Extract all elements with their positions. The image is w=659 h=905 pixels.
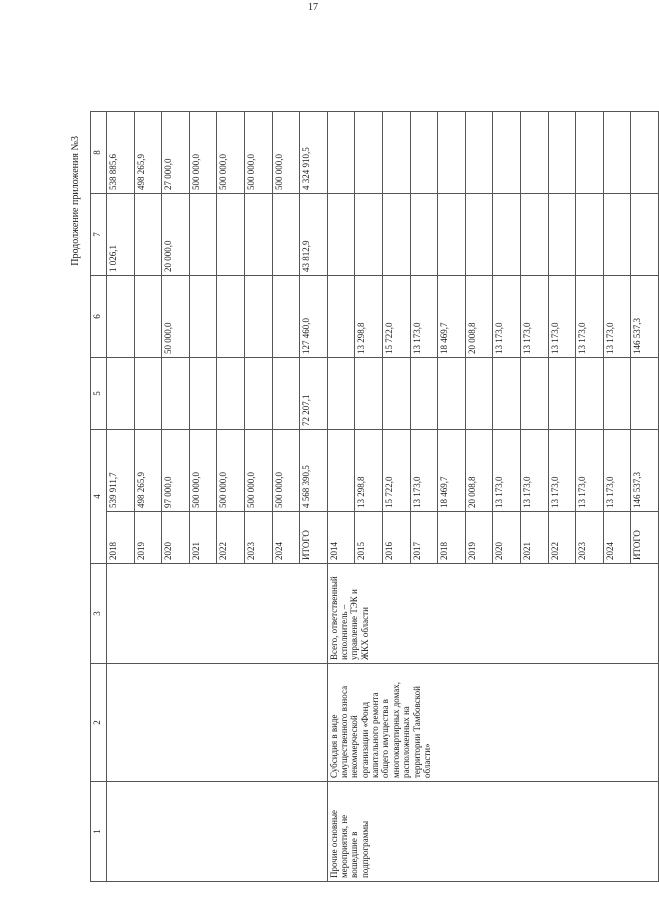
value-cell: 15 722,0 xyxy=(382,276,410,358)
value-cell: 500 000,0 xyxy=(217,430,245,512)
column-header: 3 xyxy=(91,564,107,664)
year-cell: 2018 xyxy=(107,512,135,564)
value-cell xyxy=(244,194,272,276)
value-cell xyxy=(603,194,631,276)
value-cell xyxy=(576,112,604,194)
value-cell xyxy=(465,194,493,276)
value-cell xyxy=(382,358,410,430)
value-cell: 500 000,0 xyxy=(189,112,217,194)
block-label-cell xyxy=(107,564,328,664)
value-cell xyxy=(189,358,217,430)
value-cell xyxy=(355,194,383,276)
value-cell xyxy=(631,358,659,430)
value-cell xyxy=(244,276,272,358)
value-cell xyxy=(438,194,466,276)
value-cell xyxy=(520,194,548,276)
value-cell: 50 000,0 xyxy=(162,276,190,358)
value-cell: 18 469,7 xyxy=(438,430,466,512)
value-cell: 500 000,0 xyxy=(189,430,217,512)
value-cell xyxy=(548,358,576,430)
value-cell: 13 173,0 xyxy=(410,276,438,358)
value-cell xyxy=(631,194,659,276)
value-cell xyxy=(327,194,355,276)
value-cell: 498 265,9 xyxy=(134,112,162,194)
value-cell: 13 173,0 xyxy=(603,276,631,358)
value-cell: 538 885,6 xyxy=(107,112,135,194)
year-cell: 2019 xyxy=(134,512,162,564)
value-cell xyxy=(189,276,217,358)
year-cell: 2023 xyxy=(244,512,272,564)
value-cell xyxy=(217,194,245,276)
value-cell: 20 000,0 xyxy=(162,194,190,276)
value-cell xyxy=(520,112,548,194)
column-header: 7 xyxy=(91,194,107,276)
value-cell xyxy=(438,112,466,194)
value-cell: 20 008,8 xyxy=(465,430,493,512)
value-cell: 13 173,0 xyxy=(576,430,604,512)
value-cell: 4 568 390,5 xyxy=(300,430,328,512)
value-cell xyxy=(548,194,576,276)
value-cell: 13 173,0 xyxy=(603,430,631,512)
value-cell: 13 173,0 xyxy=(576,276,604,358)
year-cell: 2015 xyxy=(355,512,383,564)
value-cell xyxy=(576,358,604,430)
rotated-table-sheet xyxy=(70,112,643,882)
value-cell xyxy=(576,194,604,276)
column-header: 1 xyxy=(91,782,107,882)
value-cell xyxy=(410,194,438,276)
value-cell xyxy=(493,112,521,194)
value-cell xyxy=(465,112,493,194)
value-cell: 500 000,0 xyxy=(244,112,272,194)
value-cell: 4 324 910,5 xyxy=(300,112,328,194)
continuation-label: Продолжение приложения №3 xyxy=(70,136,81,266)
column-header: 5 xyxy=(91,358,107,430)
year-cell: ИТОГО xyxy=(300,512,328,564)
value-cell xyxy=(438,358,466,430)
value-cell xyxy=(272,276,300,358)
block-label-cell: Прочие основные мероприятия, не вошедшие в подпрограммы xyxy=(327,782,658,882)
value-cell: 146 537,3 xyxy=(631,430,659,512)
value-cell: 13 173,0 xyxy=(548,276,576,358)
value-cell: 13 173,0 xyxy=(410,430,438,512)
value-cell: 127 460,0 xyxy=(300,276,328,358)
value-cell: 13 173,0 xyxy=(493,276,521,358)
value-cell xyxy=(134,276,162,358)
value-cell xyxy=(465,358,493,430)
year-cell: 2018 xyxy=(438,512,466,564)
value-cell xyxy=(217,358,245,430)
value-cell xyxy=(327,430,355,512)
value-cell: 97 000,0 xyxy=(162,430,190,512)
year-cell: 2016 xyxy=(382,512,410,564)
value-cell xyxy=(217,276,245,358)
value-cell xyxy=(355,358,383,430)
value-cell xyxy=(355,112,383,194)
year-cell: 2020 xyxy=(162,512,190,564)
year-cell: 2021 xyxy=(520,512,548,564)
block-label-cell xyxy=(107,664,328,782)
value-cell xyxy=(162,358,190,430)
block-label-cell xyxy=(107,782,328,882)
value-cell xyxy=(327,358,355,430)
block-label-cell: Всего, ответственный исполнитель – управление ТЭК и ЖКХ области xyxy=(327,564,658,664)
value-cell xyxy=(134,358,162,430)
table-row xyxy=(327,112,355,882)
value-cell: 146 537,3 xyxy=(631,276,659,358)
value-cell xyxy=(134,194,162,276)
value-cell: 500 000,0 xyxy=(217,112,245,194)
value-cell: 498 265,9 xyxy=(134,430,162,512)
value-cell: 18 469,7 xyxy=(438,276,466,358)
value-cell xyxy=(631,112,659,194)
value-cell: 13 173,0 xyxy=(493,430,521,512)
value-cell: 13 298,8 xyxy=(355,276,383,358)
column-number-row xyxy=(91,112,107,882)
value-cell: 13 173,0 xyxy=(520,430,548,512)
value-cell: 43 812,9 xyxy=(300,194,328,276)
year-cell: 2019 xyxy=(465,512,493,564)
column-header: 2 xyxy=(91,664,107,782)
value-cell: 500 000,0 xyxy=(272,430,300,512)
value-cell xyxy=(410,112,438,194)
value-cell: 13 298,8 xyxy=(355,430,383,512)
value-cell xyxy=(189,194,217,276)
year-cell: 2023 xyxy=(576,512,604,564)
budget-table xyxy=(90,111,659,882)
value-cell: 20 008,8 xyxy=(465,276,493,358)
year-cell: 2022 xyxy=(217,512,245,564)
column-header: 4 xyxy=(91,430,107,564)
block-label-cell: Субсидия в виде имущественного взноса некоммерческой организации «Фонд капитального ремонта общего имущества в многоквартирных домах, расположенных на территории Тамбовской области» xyxy=(327,664,658,782)
value-cell: 72 207,1 xyxy=(300,358,328,430)
value-cell xyxy=(327,112,355,194)
value-cell: 13 173,0 xyxy=(548,430,576,512)
value-cell xyxy=(603,358,631,430)
year-cell: 2020 xyxy=(493,512,521,564)
value-cell xyxy=(272,358,300,430)
value-cell xyxy=(548,112,576,194)
year-cell: 2022 xyxy=(548,512,576,564)
value-cell xyxy=(382,194,410,276)
year-cell: 2017 xyxy=(410,512,438,564)
value-cell: 13 173,0 xyxy=(520,276,548,358)
value-cell xyxy=(493,194,521,276)
year-cell: 2021 xyxy=(189,512,217,564)
value-cell: 539 911,7 xyxy=(107,430,135,512)
column-header: 6 xyxy=(91,276,107,358)
year-cell: 2014 xyxy=(327,512,355,564)
value-cell: 27 000,0 xyxy=(162,112,190,194)
year-cell: ИТОГО xyxy=(631,512,659,564)
value-cell xyxy=(107,276,135,358)
value-cell xyxy=(107,358,135,430)
value-cell xyxy=(520,358,548,430)
value-cell: 15 722,0 xyxy=(382,430,410,512)
value-cell xyxy=(493,358,521,430)
value-cell xyxy=(410,358,438,430)
value-cell xyxy=(382,112,410,194)
table-row xyxy=(107,112,135,882)
year-cell: 2024 xyxy=(272,512,300,564)
column-header: 8 xyxy=(91,112,107,194)
value-cell xyxy=(327,276,355,358)
value-cell: 500 000,0 xyxy=(244,430,272,512)
page-number: 17 xyxy=(308,2,318,13)
value-cell: 1 026,1 xyxy=(107,194,135,276)
value-cell xyxy=(244,358,272,430)
value-cell xyxy=(272,194,300,276)
value-cell xyxy=(603,112,631,194)
year-cell: 2024 xyxy=(603,512,631,564)
value-cell: 500 000,0 xyxy=(272,112,300,194)
